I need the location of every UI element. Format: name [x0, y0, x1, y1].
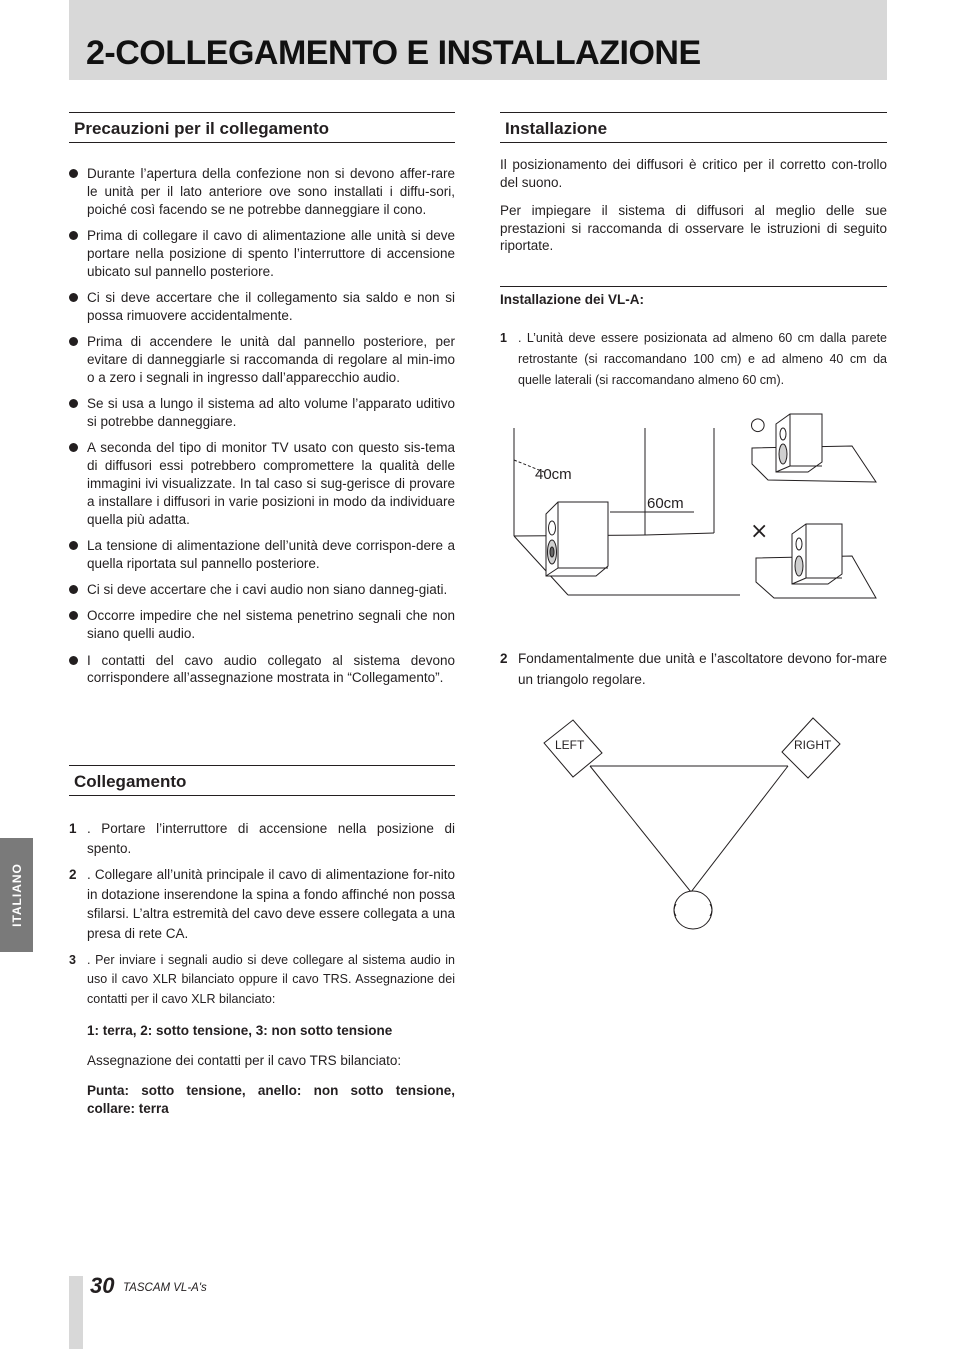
incorrect-placement-drawing [756, 524, 876, 598]
chapter-title: 2-COLLEGAMENTO E INSTALLAZIONE [86, 34, 701, 72]
section-installazione-header [500, 112, 887, 143]
language-tab [0, 838, 33, 952]
section-precauzioni-header [69, 112, 455, 143]
list-item: 2 Fondamentalmente due unità e l’ascoltatore devono for-mare un triangolo regolare. [500, 651, 887, 687]
installazione-para-1: Il posizionamento dei diffusori è critico per il corretto con-trollo del suono. [500, 157, 887, 190]
section-collegamento-title: Collegamento [74, 772, 187, 791]
bullet-icon [69, 611, 78, 620]
installazione-para-2: Per impiegare il sistema di diffusori al meglio delle sue prestazioni si raccomanda di osservare le istruzioni di seguito riportate. [500, 203, 887, 253]
footer-bar [69, 1276, 83, 1349]
list-item: Occorre impedire che nel sistema penetrino segnali che non siano quelli audio. [69, 607, 455, 643]
footer-brand: TASCAM VL-A's [123, 1282, 207, 1294]
list-item: 1 . L’unità deve essere posizionata ad almeno 60 cm dalla parete retrostante (si raccomandano 100 cm) e ad almeno 40 cm da quelle laterali (si raccomandano almeno 60 cm). [500, 331, 887, 387]
section-precauzioni-title: Precauzioni per il collegamento [74, 119, 330, 138]
bullet-icon [69, 585, 78, 594]
page-number: 30 [90, 1273, 115, 1298]
triangle-left-edge [590, 766, 691, 892]
bullet-icon [69, 399, 78, 408]
installazione-step-2 [500, 648, 887, 690]
bullet-icon [69, 337, 78, 346]
xlr-pin-assignment: 1: terra, 2: sotto tensione, 3: non sotto tensione [87, 1023, 393, 1038]
installazione-step-1 [500, 328, 887, 391]
list-item: I contatti del cavo audio collegato al sistema devono corrispondere all’assegnazione mostrata in “Collegamento”. [69, 652, 455, 688]
incorrect-mark: × [750, 519, 769, 544]
bullet-icon [69, 541, 78, 550]
bullet-icon [69, 443, 78, 452]
correct-placement-drawing [752, 414, 876, 482]
list-item: 3 . Per inviare i segnali audio si deve collegare al sistema audio in uso il cavo XLR bilanciato oppure il cavo TRS. Assegnazione dei contatti per il cavo XLR bilanciato: [69, 952, 455, 1006]
list-item: 2 . Collegare all’unità principale il cavo di alimentazione for-nito in dotazione inserendone la spina a fondo affinché non possa sfilarsi. L’altra estremità del cavo deve essere collegata a una presa di rete CA. [69, 867, 455, 941]
trs-pin-assignment: Punta: sotto tensione, anello: non sotto tensione, collare: terra [87, 1083, 455, 1116]
list-item: Se si usa a lungo il sistema ad alto volume l’apparato uditivo si potrebbe danneggiare. [69, 395, 455, 431]
list-item: A seconda del tipo di monitor TV usato con questo sis-tema di diffusori essi potrebbero compromettere la qualità delle immagini ivi visualizzate. In tal caso si sug-gerisce di provare a installare i diffusori in varie posizioni in modo da individuare quella più adatta. [69, 439, 455, 528]
list-item: Prima di collegare il cavo di alimentazione alle unità si deve portare nella posizione di spento l’interruttore di accensione ubicato sul pannello posteriore. [69, 227, 455, 280]
list-item: La tensione di alimentazione dell’unità deve corrispon-dere a quella riportata sul pannello posteriore. [69, 537, 455, 573]
subsection-vla-header [500, 286, 887, 307]
back-distance-label: 60cm [647, 495, 684, 512]
list-item: 1 . Portare l’interruttore di accensione nella posizione di spento. [69, 821, 455, 856]
subsection-vla-title: Installazione dei VL-A: [500, 292, 645, 307]
room-drawing [514, 428, 740, 595]
left-speaker-label: LEFT [555, 738, 585, 752]
triangle-right-edge [691, 766, 788, 892]
bullet-icon [69, 169, 78, 178]
correct-mark: ○ [750, 414, 766, 435]
collegamento-steps [69, 819, 455, 1009]
bullet-icon [69, 231, 78, 240]
trs-intro: Assegnazione dei contatti per il cavo TRS bilanciato: [87, 1053, 402, 1068]
side-distance-label: 40cm [535, 466, 572, 483]
listener-head-icon [674, 891, 712, 929]
precautions-list [69, 165, 455, 696]
list-item: Prima di accendere le unità dal pannello posteriore, per evitare di danneggiarle si raccomanda di regolare al min-imo o a zero i segnali in ingresso dall’apparecchio audio. [69, 333, 455, 386]
section-installazione-title: Installazione [505, 119, 608, 138]
bullet-icon [69, 293, 78, 302]
right-speaker-label: RIGHT [794, 738, 832, 752]
list-item: Durante l’apertura della confezione non si devono affer-rare le unità per il lato anteriore ove sono installati i diffu-sori, poiché così facendo se ne potrebbe danneggiare il cono. [69, 165, 455, 218]
chapter-header [69, 0, 887, 80]
list-item: Ci si deve accertare che il collegamento sia saldo e non si possa rimuovere accidentalmente. [69, 289, 455, 325]
language-tab-label: ITALIANO [9, 863, 24, 927]
placement-figure [500, 408, 887, 608]
list-item: Ci si deve accertare che i cavi audio non siano danneg-giati. [69, 581, 455, 599]
triangle-figure [540, 712, 850, 936]
bullet-icon [69, 656, 78, 665]
section-collegamento-header [69, 765, 455, 796]
